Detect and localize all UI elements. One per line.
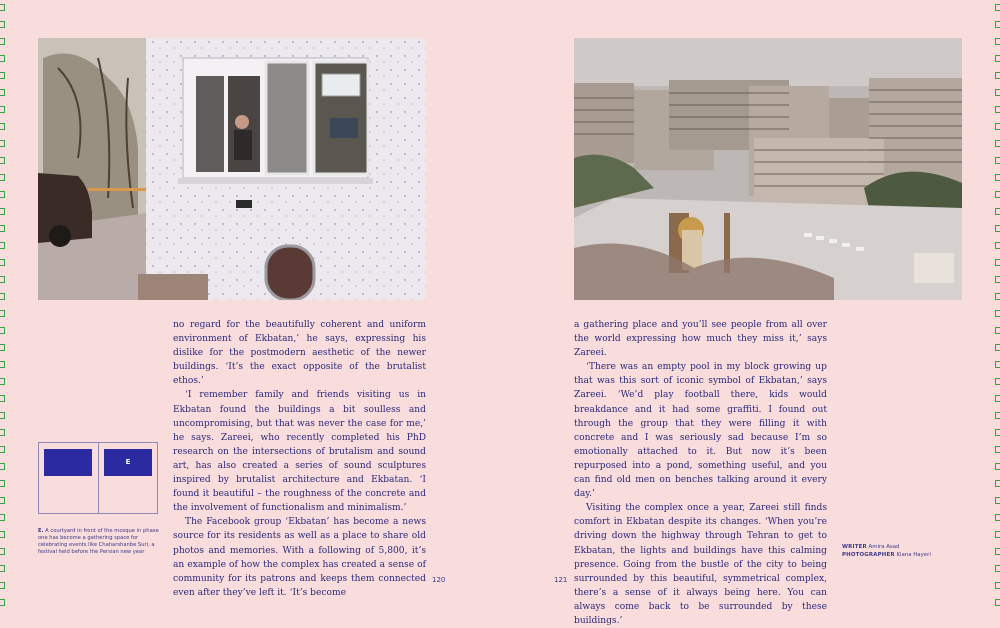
binding-tick [995, 497, 1000, 504]
binding-tick [995, 106, 1000, 113]
binding-tick [0, 412, 5, 419]
binding-tick [995, 361, 1000, 368]
binding-tick [995, 514, 1000, 521]
binding-tick [0, 191, 5, 198]
binding-tick [0, 565, 5, 572]
binding-tick [0, 106, 5, 113]
binding-tick [995, 446, 1000, 453]
binding-tick [0, 293, 5, 300]
binding-tick [995, 344, 1000, 351]
binding-tick [995, 157, 1000, 164]
binding-tick [0, 463, 5, 470]
binding-tick [995, 242, 1000, 249]
binding-tick [0, 55, 5, 62]
binding-tick [995, 72, 1000, 79]
binding-tick [0, 276, 5, 283]
binding-tick [995, 276, 1000, 283]
binding-edge-right [994, 0, 1000, 619]
article-column-left [173, 318, 426, 600]
binding-tick [0, 89, 5, 96]
binding-edge-left [0, 0, 6, 619]
guard-booth-illustration [38, 38, 426, 300]
binding-tick [995, 310, 1000, 317]
binding-tick [0, 582, 5, 589]
binding-tick [995, 208, 1000, 215]
thumbnail-block-marker: E [104, 449, 152, 476]
binding-tick [0, 599, 5, 606]
binding-tick [995, 55, 1000, 62]
credits [842, 543, 972, 559]
binding-tick [995, 531, 1000, 538]
binding-tick [0, 242, 5, 249]
binding-tick [0, 225, 5, 232]
binding-tick [995, 225, 1000, 232]
binding-tick [0, 395, 5, 402]
binding-tick [995, 123, 1000, 130]
paragraph: The Facebook group ‘Ekbatan’ has become a news source for its residents as well as a place to share old photos and memories. With a following of 5,800, it’s an example of how the complex has created a sense of community for its patrons and keeps them connected even after they’ve left it. ‘It’s become [173, 517, 426, 598]
binding-tick [0, 548, 5, 555]
photographer-label: PHOTOGRAPHER [842, 552, 895, 558]
binding-tick [0, 429, 5, 436]
binding-tick [0, 259, 5, 266]
image-locator-thumbnail [38, 442, 158, 514]
writer-name: Amira Asad [868, 544, 900, 550]
binding-tick [0, 446, 5, 453]
thumbnail-block-left [44, 449, 92, 476]
binding-tick [0, 123, 5, 130]
photo-guard-booth [38, 38, 426, 300]
binding-tick [0, 174, 5, 181]
binding-tick [0, 310, 5, 317]
binding-tick [995, 259, 1000, 266]
binding-tick [995, 89, 1000, 96]
binding-tick [0, 361, 5, 368]
photo-ekbatan-complex [574, 38, 962, 300]
article-column-right [574, 318, 827, 628]
binding-tick [0, 38, 5, 45]
paragraph: ‘There was an empty pool in my block growing up that was this sort of iconic symbol of Ekbatan,’ says Zareei. ‘We’d play football there, kids would breakdance and it had some graffiti. I found out through the group that they were filling it with concrete and I was seriously sad because I’m so emotionally attached to it. But now it’s been repurposed into a pond, something useful, and you can find old men on benches talking around it every day.’ [574, 362, 827, 500]
binding-tick [0, 497, 5, 504]
page-number-right: 121 [554, 576, 568, 584]
binding-tick [995, 378, 1000, 385]
binding-tick [0, 514, 5, 521]
binding-tick [995, 174, 1000, 181]
binding-tick [0, 4, 5, 11]
photo-caption [38, 528, 163, 556]
paragraph: ‘I remember family and friends visiting us in Ekbatan found the buildings a bit soulless and uncompromising, but that was never the case for me,’ he says. Zareei, who recently completed his PhD research on the intersections of brutalism and sound art, has also created a series of sound sculptures inspired by brutalist architecture and Ekbatan. ‘I found it beautiful – the roughness of the concrete and the involvement of functionalism and minimalism.’ [173, 390, 426, 514]
binding-tick [0, 72, 5, 79]
binding-tick [995, 463, 1000, 470]
page-number-left: 120 [432, 576, 446, 584]
binding-tick [0, 208, 5, 215]
binding-tick [995, 395, 1000, 402]
binding-tick [995, 191, 1000, 198]
binding-tick [995, 327, 1000, 334]
binding-tick [995, 293, 1000, 300]
binding-tick [0, 344, 5, 351]
binding-tick [995, 582, 1000, 589]
paragraph: a gathering place and you’ll see people from all over the world expressing how much they miss it,’ says Zareei. [574, 320, 827, 359]
binding-tick [995, 480, 1000, 487]
binding-tick [995, 429, 1000, 436]
paragraph: no regard for the beautifully coherent and uniform environment of Ekbatan,’ he says, expressing his dislike for the postmodern aesthetic of the newer buildings. ‘It’s the exact opposite of the brutalist ethos.’ [173, 320, 426, 387]
binding-tick [995, 599, 1000, 606]
binding-tick [0, 327, 5, 334]
binding-tick [0, 21, 5, 28]
thumbnail-divider [98, 443, 99, 513]
paragraph: Visiting the complex once a year, Zareei still finds comfort in Ekbatan despite its changes. ‘When you’re driving down the highway through Tehran to get to Ekbatan, the lights and buildings have this calming presence. Going from the bustle of the city to being surrounded by this beautiful, symmetrical complex, there’s a sense of it always being here. You can always come back to be surrounded by these buildings.’ [574, 503, 827, 626]
photographer-name: Kiana Hayeri [896, 552, 931, 558]
binding-tick [0, 157, 5, 164]
binding-tick [0, 480, 5, 487]
binding-tick [995, 38, 1000, 45]
binding-tick [995, 4, 1000, 11]
binding-tick [0, 378, 5, 385]
binding-tick [0, 140, 5, 147]
binding-tick [995, 412, 1000, 419]
writer-label: WRITER [842, 544, 867, 550]
binding-tick [0, 531, 5, 538]
binding-tick [995, 21, 1000, 28]
binding-tick [995, 565, 1000, 572]
caption-letter: E. [38, 528, 44, 534]
binding-tick [995, 548, 1000, 555]
photographer-credit [842, 551, 972, 559]
binding-tick [995, 140, 1000, 147]
ekbatan-complex-illustration [574, 38, 962, 300]
writer-credit [842, 543, 972, 551]
caption-text: A courtyard in front of the mosque in phase one has become a gathering space for celebrating events like Chaharshanbe Suri, a festival held before the Persian new year [38, 528, 159, 555]
